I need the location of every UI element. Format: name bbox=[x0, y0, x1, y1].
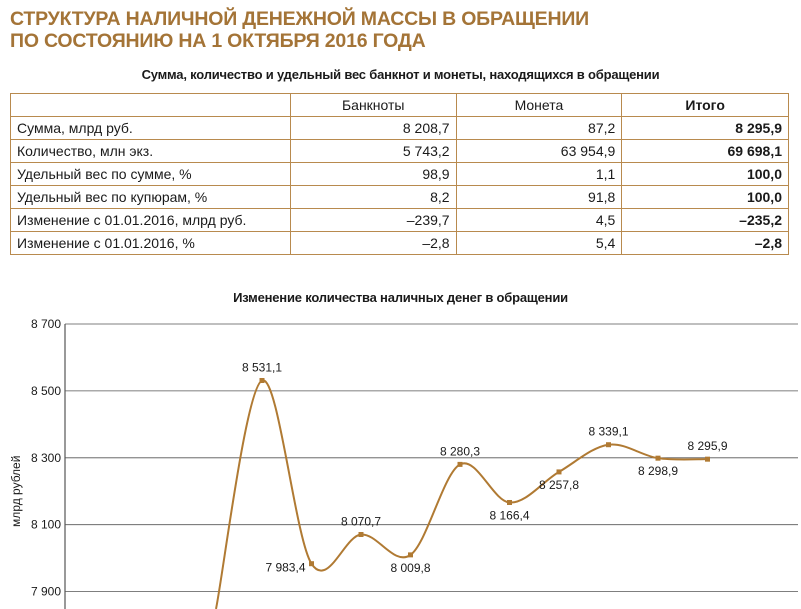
row-label: Количество, млн экз. bbox=[11, 140, 291, 163]
y-tick-label: 8 100 bbox=[30, 517, 61, 532]
cell-total: 8 295,9 bbox=[622, 117, 789, 140]
data-point bbox=[606, 442, 611, 447]
y-tick-label: 8 500 bbox=[30, 383, 61, 398]
table-row bbox=[11, 232, 789, 255]
table-row bbox=[11, 186, 789, 209]
data-point bbox=[260, 378, 265, 383]
cell-coins: 63 954,9 bbox=[456, 140, 622, 163]
row-label: Изменение с 01.01.2016, % bbox=[11, 232, 291, 255]
data-label: 8 070,7 bbox=[340, 514, 382, 529]
cell-total: –2,8 bbox=[622, 232, 789, 255]
data-label: 8 531,1 bbox=[241, 360, 283, 375]
cell-coins: 1,1 bbox=[456, 163, 622, 186]
chart-title: Изменение количества наличных денег в обращении bbox=[233, 290, 568, 305]
cell-coins: 91,8 bbox=[456, 186, 622, 209]
data-point bbox=[408, 552, 413, 557]
table-row bbox=[11, 163, 789, 186]
data-label: 7 983,4 bbox=[265, 560, 306, 575]
data-label: 8 298,9 bbox=[637, 464, 679, 479]
data-label: 8 166,4 bbox=[489, 508, 530, 523]
data-point bbox=[656, 456, 661, 461]
data-point bbox=[507, 500, 512, 505]
table-caption: Сумма, количество и удельный вес банкнот и монеты, находящихся в обращении bbox=[141, 67, 660, 82]
row-label: Удельный вес по сумме, % bbox=[11, 163, 291, 186]
data-point bbox=[557, 469, 562, 474]
cash-change-line-chart bbox=[0, 310, 801, 609]
cell-total: 100,0 bbox=[622, 163, 789, 186]
cell-banknotes: 98,9 bbox=[290, 163, 456, 186]
table-header-row bbox=[11, 94, 789, 117]
data-label: 8 339,1 bbox=[588, 424, 629, 439]
cell-banknotes: 5 743,2 bbox=[290, 140, 456, 163]
cell-banknotes: 8,2 bbox=[290, 186, 456, 209]
cell-total: 69 698,1 bbox=[622, 140, 789, 163]
data-label: 8 257,8 bbox=[538, 477, 580, 492]
cell-coins: 87,2 bbox=[456, 117, 622, 140]
title-line-1: СТРУКТУРА НАЛИЧНОЙ ДЕНЕЖНОЙ МАССЫ В ОБРАЩЕНИИ bbox=[10, 8, 589, 30]
y-tick-label: 8 300 bbox=[30, 450, 61, 465]
data-point bbox=[359, 532, 364, 537]
data-point bbox=[458, 462, 463, 467]
row-label: Удельный вес по купюрам, % bbox=[11, 186, 291, 209]
y-tick-label: 7 900 bbox=[30, 584, 61, 599]
header-banknotes: Банкноты bbox=[290, 94, 456, 117]
table-row bbox=[11, 209, 789, 232]
data-label: 8 280,3 bbox=[439, 444, 481, 459]
cell-total: –235,2 bbox=[622, 209, 789, 232]
title-line-2: ПО СОСТОЯНИЮ НА 1 ОКТЯБРЯ 2016 ГОДА bbox=[10, 30, 426, 52]
cell-coins: 5,4 bbox=[456, 232, 622, 255]
header-coins: Монета bbox=[456, 94, 622, 117]
data-label: 8 295,9 bbox=[687, 439, 728, 454]
data-point bbox=[309, 561, 314, 566]
cell-banknotes: –239,7 bbox=[290, 209, 456, 232]
header-total: Итого bbox=[622, 94, 789, 117]
table-row bbox=[11, 140, 789, 163]
data-point bbox=[705, 457, 710, 462]
row-label: Сумма, млрд руб. bbox=[11, 117, 291, 140]
y-tick-label: 8 700 bbox=[30, 317, 61, 331]
cell-banknotes: –2,8 bbox=[290, 232, 456, 255]
header-empty bbox=[11, 94, 291, 117]
data-label: 8 009,8 bbox=[390, 560, 431, 575]
cell-banknotes: 8 208,7 bbox=[290, 117, 456, 140]
currency-structure-table bbox=[10, 93, 789, 255]
y-axis-label: млрд рублей bbox=[9, 455, 23, 527]
row-label: Изменение с 01.01.2016, млрд руб. bbox=[11, 209, 291, 232]
cell-total: 100,0 bbox=[622, 186, 789, 209]
page-title bbox=[10, 8, 790, 52]
table-row bbox=[11, 117, 789, 140]
cell-coins: 4,5 bbox=[456, 209, 622, 232]
